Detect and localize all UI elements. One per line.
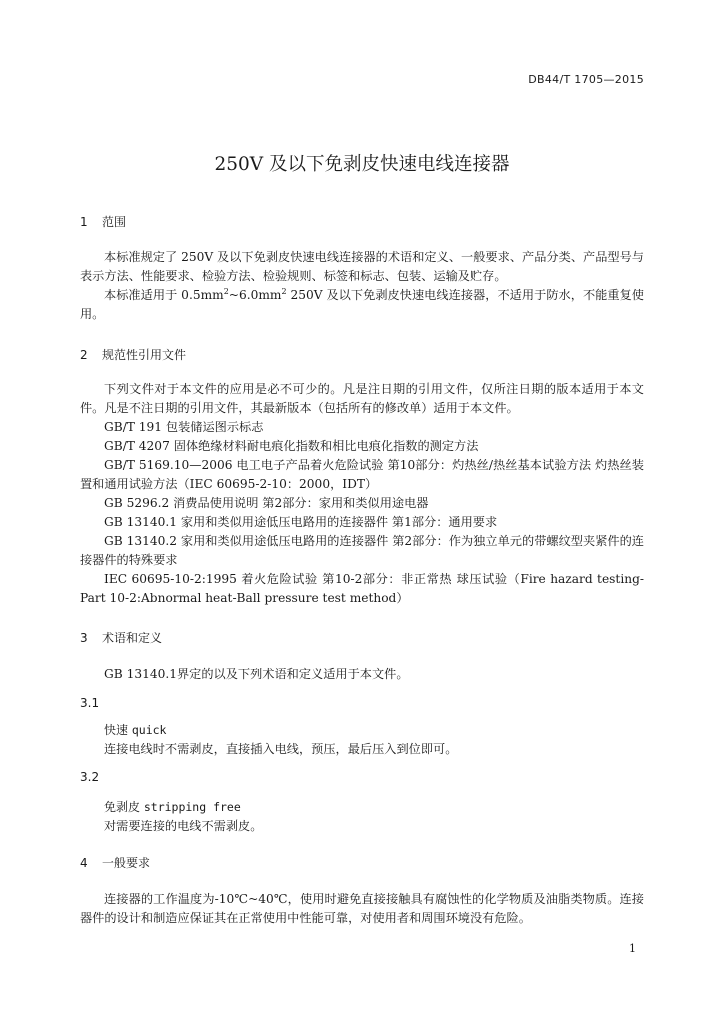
- terms-intro: GB 13140.1界定的以及下列术语和定义适用于本文件。: [104, 667, 409, 681]
- term-definition: 连接电线时不需剥皮，直接插入电线，预压，最后压入到位即可。: [104, 742, 458, 756]
- section-title: 术语和定义: [102, 631, 163, 645]
- term-english: stripping free: [143, 800, 241, 814]
- superscript: 2: [223, 286, 229, 296]
- term-entry: [104, 721, 166, 738]
- section-3-heading: [80, 629, 162, 646]
- scope-paragraph-2: [80, 286, 644, 324]
- section-title: 范围: [102, 215, 127, 229]
- section-1-heading: [80, 213, 126, 230]
- term-number: 3.1: [80, 696, 100, 710]
- reference-item: GB/T 191 包装储运图示标志: [104, 420, 264, 434]
- term-entry: [104, 798, 241, 815]
- reference-item: GB/T 4207 固体绝缘材料耐电痕化指数和相比电痕化指数的测定方法: [104, 439, 479, 453]
- page-number: 1: [629, 942, 636, 955]
- scope-text-c: 250V 及以下免剥皮快速电线连接器，不适用于防水，不能重复使用。: [80, 288, 644, 321]
- reference-item: GB/T 5169.10—2006 电工电子产品着火危险试验 第10部分：灼热丝/热丝基本试验方法 灼热丝装置和通用试验方法（IEC 60695-2-10：2000，IDT）: [80, 458, 644, 491]
- term-number: 3.2: [80, 770, 100, 784]
- general-requirements-paragraph: 连接器的工作温度为-10℃~40℃，使用时避免直接接触具有腐蚀性的化学物质及油脂类物质。连接器件的设计和制造应保证其在正常使用中性能可靠，对使用者和周围环境没有危险。: [80, 892, 644, 925]
- section-number: 1: [80, 215, 88, 229]
- scope-text-b: ~6.0mm: [228, 288, 282, 302]
- reference-item: GB 13140.1 家用和类似用途低压电路用的连接器件 第1部分：通用要求: [104, 515, 498, 529]
- section-number: 4: [80, 856, 88, 870]
- reference-item: IEC 60695-10-2:1995 着火危险试验 第10-2部分：非正常热 球压试验（Fire hazard testing-Part 10-2:Abnormal heat-Ball pressure test method）: [80, 572, 644, 605]
- document-code: DB44/T 1705—2015: [528, 73, 644, 86]
- section-2-heading: [80, 346, 186, 363]
- section-number: 3: [80, 631, 88, 645]
- superscript: 2: [281, 286, 287, 296]
- section-number: 2: [80, 348, 88, 362]
- scope-paragraph-1: 本标准规定了 250V 及以下免剥皮快速电线连接器的术语和定义、一般要求、产品分类、产品型号与表示方法、性能要求、检验方法、检验规则、标签和标志、包装、运输及贮存。: [80, 250, 644, 283]
- term-chinese: 免剥皮: [104, 800, 141, 814]
- reference-item: GB 5296.2 消费品使用说明 第2部分：家用和类似用途电器: [104, 496, 429, 510]
- section-title: 一般要求: [102, 856, 151, 870]
- references-intro: 下列文件对于本文件的应用是必不可少的。凡是注日期的引用文件，仅所注日期的版本适用于本文件。凡是不注日期的引用文件，其最新版本（包括所有的修改单）适用于本文件。: [80, 382, 644, 415]
- section-4-heading: [80, 854, 150, 871]
- scope-text-a: 本标准适用于 0.5mm: [104, 288, 224, 302]
- term-english: quick: [131, 723, 167, 737]
- term-chinese: 快速: [104, 723, 129, 737]
- reference-item: GB 13140.2 家用和类似用途低压电路用的连接器件 第2部分：作为独立单元的带螺纹型夹紧件的连接器件的特殊要求: [80, 534, 644, 567]
- section-title: 规范性引用文件: [102, 348, 187, 362]
- document-title: 250V 及以下免剥皮快速电线连接器: [214, 154, 510, 175]
- term-definition: 对需要连接的电线不需剥皮。: [104, 819, 263, 833]
